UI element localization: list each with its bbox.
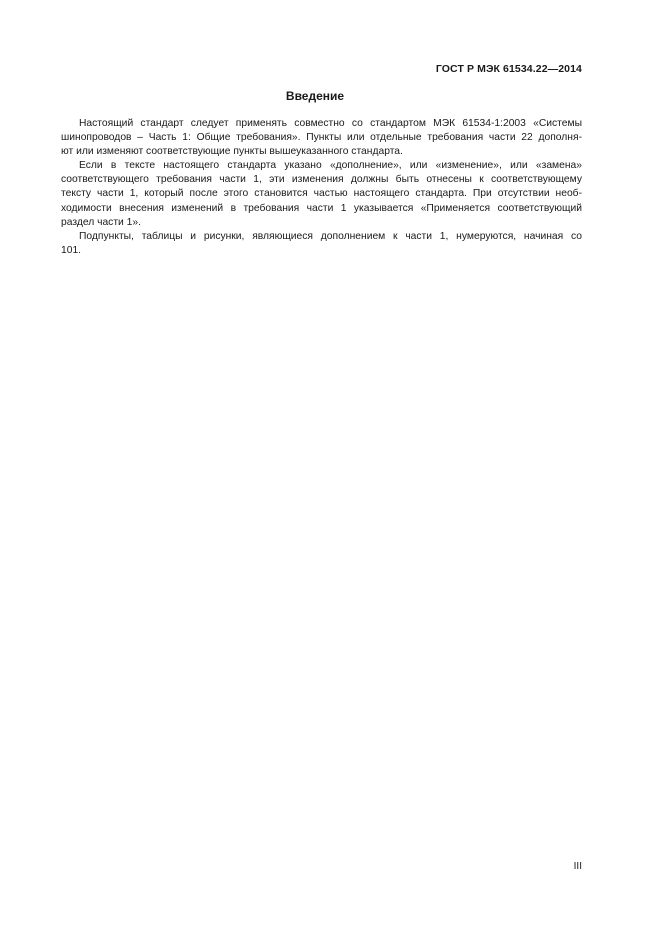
paragraph-1-line-2: шинопроводов – Часть 1: Общие требования». Пункты или отдельные требования части 22 дополня- bbox=[61, 132, 582, 144]
paragraph-1-line-1: Настоящий стандарт следует применять совместно со стандартом МЭК 61534-1:2003 «Системы bbox=[79, 118, 582, 129]
body-text bbox=[61, 117, 582, 258]
paragraph-3-line-1: Подпункты, таблицы и рисунки, являющиеся дополнением к части 1, нумеруются, начиная со bbox=[79, 230, 582, 242]
paragraph-3-line-2: 101. bbox=[61, 244, 82, 256]
section-title: Введение bbox=[285, 89, 345, 103]
paragraph-2-line-4: ходимости внесения изменений в требования части 1 указывается «Применяется соответствующий bbox=[61, 202, 582, 214]
page-number: III bbox=[573, 861, 582, 872]
document-header: ГОСТ Р МЭК 61534.22—2014 bbox=[435, 63, 582, 75]
paragraph-1-line-3: ют или изменяют соответствующие пункты вышеуказанного стандарта. bbox=[61, 146, 403, 158]
paragraph-2-line-5: раздел части 1». bbox=[61, 216, 141, 228]
paragraph-2-line-2: соответствующего требования части 1, эти изменения должны быть отнесены к соответствующему bbox=[61, 174, 582, 186]
paragraph-2-line-1: Если в тексте настоящего стандарта указано «дополнение», или «изменение», или «замена» bbox=[79, 160, 582, 172]
paragraph-2-line-3: тексту части 1, который после этого становится частью настоящего стандарта. При отсутствии необ- bbox=[61, 188, 582, 200]
